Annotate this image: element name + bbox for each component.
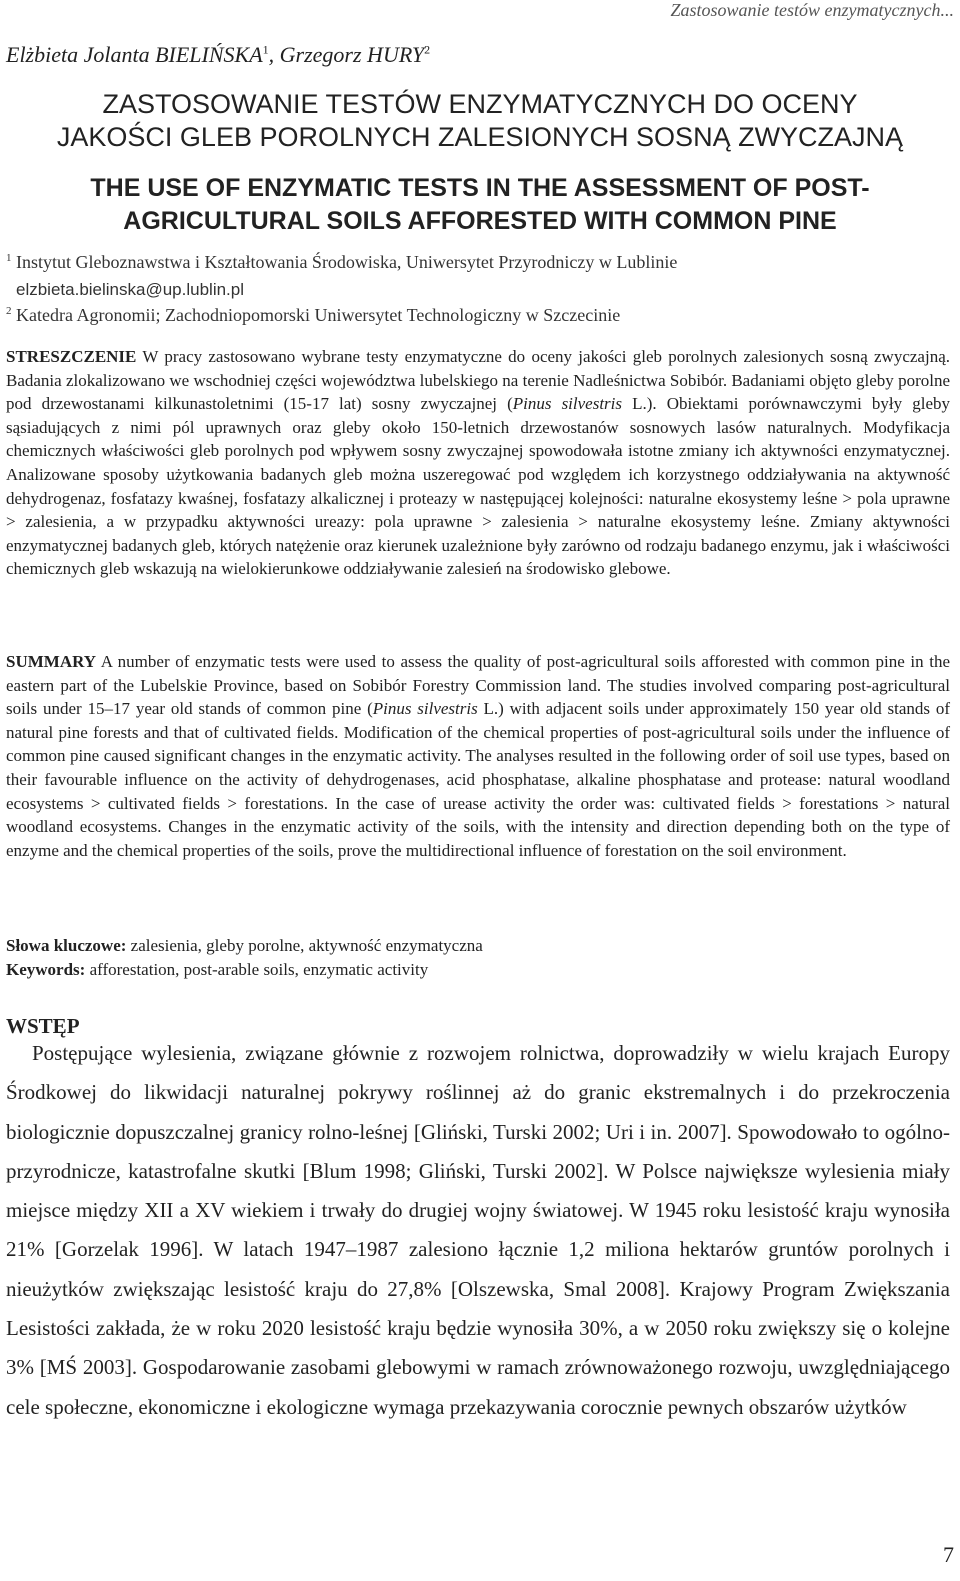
abstract-polish [6, 345, 950, 581]
keywords-text: zalesienia, gleby porolne, aktywność enzymatyczna [126, 936, 483, 955]
introduction-body [6, 1034, 950, 1427]
title-line: JAKOŚCI GLEB POROLNYCH ZALESIONYCH SOSNĄ ZWYCZAJNĄ [56, 122, 904, 152]
title-line: THE USE OF ENZYMATIC TESTS IN THE ASSESSMENT OF POST- [90, 174, 870, 202]
keywords-polish [6, 936, 483, 956]
abstract-text: W pracy zastosowano wybrane testy enzymatyczne do oceny jakości gleb porolnych zalesionych sosną zwyczajną. Badania zlokalizowano we wschodniej części województwa lubelskiego na terenie Nadleśnictwa Sobibór. Badaniami objęto gleby porolne pod drzewostanami kilkunastoletnimi (15-17 lat) sosny zwyczajnej ( [6, 347, 950, 414]
section-heading: WSTĘP [6, 1014, 80, 1038]
abstract-text: L.). Obiektami porównawczymi były gleby sąsiadujących z nimi pól uprawnych oraz gleby około 150-letnich drzewostanów sosnowych lasów naturalnych. Modyfikacja chemicznych właściwości gleb porolnych pod wpływem sosny zwyczajnej spowodowała istotne zmiany ich aktywności enzymatycznej. Analizowane sposoby użytkowania badanych gleb można uszeregować pod względem ich korzystnego oddziaływania na aktywność dehydrogenaz, fosfatazy kwaśnej, fosfatazy alkalicznej i proteazy w następującej kolejności: naturalne ekosystemy leśne > pola uprawne > zalesienia, a w przypadku aktywności ureazy: pola uprawne > zalesienia > naturalne ekosystemy leśne. Zmiany aktywności enzymatycznej badanych gleb, których natężenie oraz kierunek uzależnione były zarówno od rodzaju badanego enzymu, jak i właściwości chemicznych gleb wskazują na wielokierunkowe oddziaływanie zalesień na środowisko glebowe. [6, 394, 950, 579]
title-polish [0, 88, 960, 154]
page-number: 7 [943, 1542, 954, 1567]
affiliation-2 [6, 305, 620, 326]
latin-name: Pinus silvestris [512, 394, 623, 414]
author-name: Grzegorz HURY [279, 42, 425, 67]
keywords-english [6, 960, 428, 980]
abstract-heading: STRESZCZENIE [6, 347, 137, 366]
author-separator: , [268, 42, 280, 67]
summary-text: A number of enzymatic tests were used to assess the quality of post-agricultural soils afforested with common pine in the eastern part of the Lubelskie Province, based on Sobibór Forestry Commission land. The studies involved comparing post-agricultural soils under 15–17 year old stands of common pine ( [6, 652, 950, 719]
author-email: elzbieta.bielinska@up.lublin.pl [16, 280, 245, 299]
affiliation-text: Instytut Gleboznawstwa i Kształtowania Środowiska, Uniwersytet Przyrodniczy w Lublinie [16, 252, 678, 272]
summary-heading: SUMMARY [6, 652, 97, 671]
summary-text: L.) with adjacent soils under approximately 150 year old stands of natural pine forests and that of cultivated fields. Modification of the chemical properties of post-agricultural soils under the influence of common pine caused significant changes in the enzymatic activity. The analyses resulted in the following order of soil use types, based on their favourable influence on the activity of dehydrogenases, acid phosphatase, alkaline phosphatase and protease: natural woodland ecosystems > cultivated fields > forestations. In the case of urease activity the order was: cultivated fields > forestations > natural woodland ecosystems. Changes in the enzymatic activity of the soils, with the intensity and direction depending both on the type of enzyme and the chemical properties of the soils, prove the multidirectional influence of forestation on the soil environment. [6, 699, 950, 860]
affiliation-1 [6, 252, 677, 273]
affiliation-marker: 2 [6, 305, 12, 317]
affiliation-text: Katedra Agronomii; Zachodniopomorski Uniwersytet Technologiczny w Szczecinie [16, 305, 621, 325]
keywords-label: Słowa kluczowe: [6, 936, 127, 955]
authors-line [6, 42, 430, 68]
running-header: Zastosowanie testów enzymatycznych... [670, 0, 954, 20]
body-paragraph: Postępujące wylesienia, związane głównie z rozwojem rolnictwa, doprowadziły w wielu krajach Europy Środkowej do likwidacji naturalnej pokrywy roślinnej aż do granic ekstremalnych i do przekroczenia biologicznie dopuszczalnej granicy rolno-leśnej [Gliński, Turski 2002; Uri i in. 2007]. Spowodowało to ogólno-przyrodnicze, katastrofalne skutki [Blum 1998; Gliński, Turski 2002]. W Polsce największe wylesienia miały miejsce między XII a XV wiekiem i trwały do drugiej wojny światowej. W 1945 roku lesistość kraju wynosiła 21% [Gorzelak 1996]. W latach 1947–1987 zalesiono łącznie 1,2 miliona hektarów gruntów porolnych i nieużytków zwiększając lesistość kraju do 27,8% [Olszewska, Smal 2008]. Krajowy Program Zwiększania Lesistości zakłada, że w roku 2020 lesistość kraju będzie wynosiła 30%, a w 2050 roku zwiększy się o kolejne 3% [MŚ 2003]. Gospodarowanie zasobami glebowymi w ramach zrównoważonego rozwoju, uwzględniającego cele społeczne, ekonomiczne i ekologiczne wymaga przekazywania corocznie pewnych obszarów użytków [6, 1041, 950, 1419]
abstract-english [6, 650, 950, 862]
title-line: AGRICULTURAL SOILS AFFORESTED WITH COMMON PINE [123, 207, 837, 235]
author-name: Elżbieta Jolanta BIELIŃSKA [6, 42, 263, 67]
latin-name: Pinus silvestris [372, 699, 478, 719]
title-line: ZASTOSOWANIE TESTÓW ENZYMATYCZNYCH DO OCENY [102, 89, 858, 119]
keywords-label: Keywords: [6, 960, 86, 979]
title-english [0, 172, 960, 238]
affiliation-marker: 1 [262, 42, 269, 57]
affiliation-marker: 1 [6, 252, 12, 264]
affiliation-marker: 2 [424, 42, 431, 57]
keywords-text: afforestation, post-arable soils, enzymatic activity [85, 960, 429, 979]
